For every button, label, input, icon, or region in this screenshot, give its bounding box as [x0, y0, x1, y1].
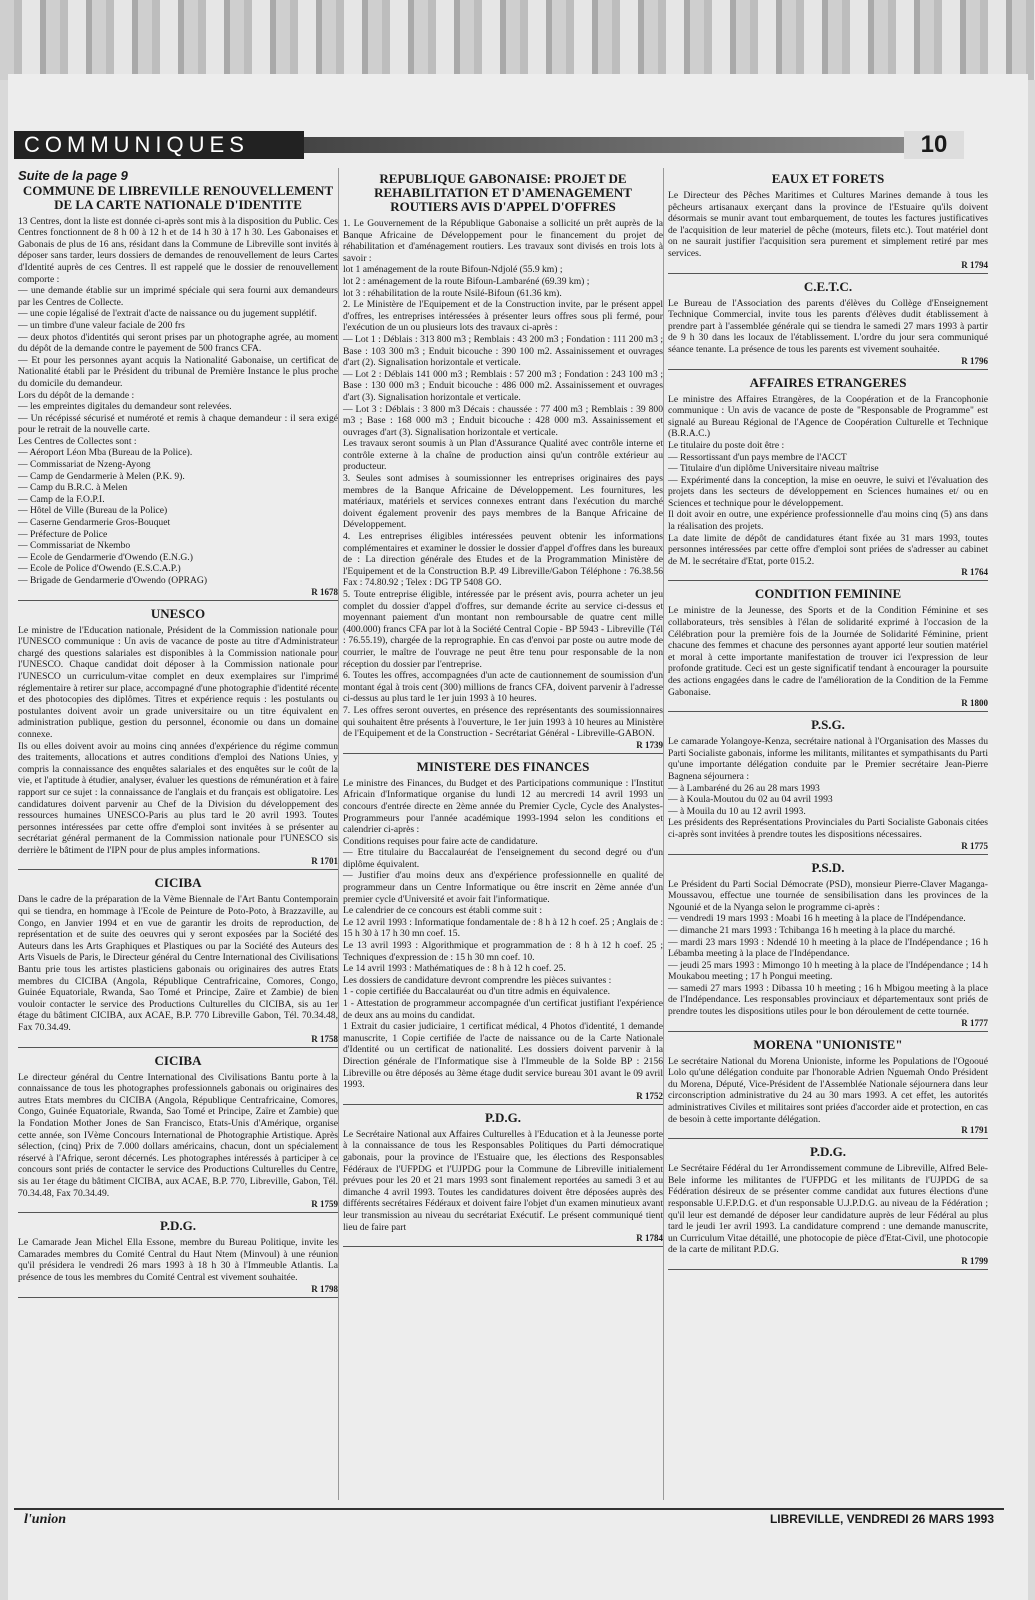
article-title: P.S.G. — [811, 717, 845, 733]
article-body: Le Directeur des Pêches Maritimes et Cultures Marines demande à tous les pêcheurs artisanaux exerçant dans la province de l'Estuaire qu'ils doivent désormais se munir avant tout embarquement, de toutes les factures justificatives de l'acquisition de leur materiel de pêche (moteurs, filets etc.). Tout matériel dont on ne saurait justifier l'acquisition sera purement et simplement retiré par mes services. — [668, 190, 988, 259]
page-footer — [14, 1508, 1004, 1530]
column-1 — [18, 170, 338, 1304]
article-reference: R 1796 — [961, 355, 988, 366]
article-reference: R 1800 — [961, 698, 988, 709]
article-title: AFFAIRES ETRANGERES — [749, 374, 907, 390]
article-body: 1. Le Gouvernement de la République Gabonaise a sollicité un prêt auprès de la Banque Africaine de Développement pour le financement du projet de réhabilitation et d'aménagement routiers. Les travaux sont divisés en trois lots à savoir : lot 1 aménagement de la route Bifoun-Ndjolé (55.9 km) ; lot 2 : aménagement de la route Bifoun-Lambaréné (69.39 km) ; lot 3 : réhabilitation de la route Nsilé-Bifoun (61.36 km). 2. Le Ministère de l'Equipement et de la Construction invite, par le présent appel d'offres, les entreprises intéressées à présenter leurs offres sous pli fermé, pour l'exécution de un ou plusieurs lots des travaux ci-après : — Lot 1 : Déblais : 313 800 m3 ; Remblais : 43 200 m3 ; Fondation : 111 200 m3 ; Base : 103 300 m3 ; Enduit bicouche : 390 100 m2. Assainissement et ouvrages d'art (2). Signalisation horizontale et verticale. — Lot 2 : Déblais 141 000 m3 ; Remblais : 57 200 m3 ; Fondation : 243 100 m3 ; Base : 130 000 m3 ; Enduit bicouche : 486 000 m2. Assainissement et ouvrages d'art (3). Signalisation horizontale et verticale. — Lot 3 : Déblais : 3 800 m3 Décais : chaussée : 77 400 m3 ; Remblais : 39 800 m3 ; Base : 168 000 m3 ; Enduit bicouche : 428 000 m3. Assainissement et ouvrages d'art (3). Signalisation horizontale et verticale. Les travaux seront soumis à un Plan d'Assurance Qualité avec contrôle interne et contrôle externe à la chaîne de production ainsi qu'un contrôle extérieur au producteur. 3. Seules sont admises à soumissionner les entreprises originaires des pays membres de la Banque Africaine de Développement. Les fournitures, les matériaux, matériels et services connexes entrant dans l'exécution du marché doivent également provenir des pays membres de la Banque Africaine de Développement. 4. Les entreprises éligibles intéressées peuvent obtenir les informations complémentaires et examiner le dossier le dossier d'appel d'offres dans les bureaux de : La direction générale des Etudes et de la Programmation Ministère de l'Equipement et de la Construction B.P. 49 Libreville/Gabon Téléphone : 76.38.56 Fax : 74.80.92 ; Telex : DG TP 5408 GO. 5. Toute entreprise éligible, intéressée par le présent avis, pourra acheter un jeu complet du dossier d'appel d'offres, sur demande écrite au service ci-dessus et moyennant paiement d'un montant non remboursable de quatre cent mille (400.000) francs CFA par lot à la Société Central Copie - BP 5943 - Libreville (Tél : 76.55.19), chargée de la reprographie. En cas d'envoi par poste ou autre mode de courrier, le maître de l'ouvrage ne peut être tenu pour responsable de la non réception du dossier par l'entreprise. 6. Toutes les offres, accompagnées d'un acte de cautionnement de soumission d'un montant égal à trois cent (300) millions de francs CFA, doivent parvenir à l'adresse ci-dessus au plus tard le 1er juin 1993 à 10 heures. 7. Les offres seront ouvertes, en présence des représentants des soumissionnaires qui souhaitent être présents à l'ouverture, le 1er juin 1993 à 10 heures au Ministère de l'Equipement et de la Construction - Secrétariat Général - Libreville-GABON. — [343, 218, 663, 740]
article-reference: R 1701 — [311, 856, 338, 867]
section-title: COMMUNIQUES — [14, 131, 304, 159]
communique-article — [18, 876, 338, 1047]
column-2 — [343, 170, 663, 1253]
article-title: MORENA "UNIONISTE" — [753, 1036, 903, 1052]
communique-article — [343, 1111, 663, 1247]
column-3 — [668, 170, 988, 1276]
article-body: Le Camarade Jean Michel Ella Essone, membre du Bureau Politique, invite les Camarades membres du Comité Central du Haut Ntem (Minvoul) à une réunion qu'il présidera le vendredi 26 mars 1993 à 18 h 30 à l'Immeuble Atlantis. La présence de tous les membres du Comité Central est vivement souhaitée. — [18, 1237, 338, 1283]
article-title: P.D.G. — [160, 1218, 196, 1234]
communique-article — [668, 376, 988, 582]
article-body: Le directeur général du Centre International des Civilisations Bantu porte à la connaissance de tous les photographes professionnels gabonais ou originaires des autres Etats membres du CICIBA (Angola, République Centrafricaine, Comores, Congo, Guinée Equatoriale, Rwanda, Sao Tomé et Principe, Zaïre et Zambie) que la Fondation Mother Jones de San Francisco, Etats-Unis d'Amérique, organise cette année, son IVème Concours International de Photographie Artistique. Après sélection, (cinq) Prix de 7.000 dollars américains, chacun, dont un spécialement réservé à l'Afrique, seront décernés. Les photographes intéressés à participer à ce concours sont priés de contacter le service des Productions Culturelles du Centre, sis au 1er étage du bâtiment CICIBA, aux ACAE, B.P. 770, Libreville, Gabon, Tél. 70.34.48, Fax 70.34.49. — [18, 1071, 338, 1199]
article-reference: R 1799 — [961, 1255, 988, 1266]
article-title: REPUBLIQUE GABONAISE: PROJET DE REHABILITATION ET D'AMENAGEMENT ROUTIERS AVIS D'APPEL D'OFFRES — [374, 171, 632, 214]
article-body: Le ministre des Finances, du Budget et des Participations communique : l'Institut Africain d'Informatique organise du lundi 12 au mercredi 14 avril 1993 un concours d'entrée directe en 2ème année du Premier Cycle, Cycle des Analystes-Programmeurs pour l'année académique 1993-1994 selon les conditions et calendrier ci-après : Conditions requises pour faire acte de candidature. — Etre titulaire du Baccalauréat de l'enseignement du second degré ou d'un diplôme équivalent. — Justifier d'au moins deux ans d'expérience professionnelle en qualité de programmeur dans un Centre Informatique ou être inscrit en 2ème année d'un premier cycle d'Université et avoir fait l'informatique. Le calendrier de ce concours est établi comme suit : Le 12 avril 1993 : Informatique fondamentale de : 8 h à 12 h coef. 25 ; Anglais de : 15 h 30 à 17 h 30 mn coef. 15. Le 13 avril 1993 : Algorithmique et programmation de : 8 h à 12 h coef. 25 ; Techniques d'expression de : 15 h 30 mn coef. 10. Le 14 avril 1993 : Mathématiques de : 8 h à 12 h coef. 25. Les dossiers de candidature devront comprendre les pièces suivantes : 1 - copie certifiée du Baccalauréat ou d'un titre admis en équivalence. 1 - Attestation de programmeur accompagnée d'un certificat justifiant l'expérience de deux ans au moins du candidat. 1 Extrait du casier judiciaire, 1 certificat médical, 4 Photos d'identité, 1 demande manuscrite, 1 Copie certifiée de l'acte de naissance ou de la Carte Nationale d'Identité ou un certificat de nationalité. Les dossiers doivent parvenir à la Direction générale de l'Informatique sise à l'Immeuble de la Solde BP : 2156 Libreville ou être déposés au 3ème étage dudit service bureau 301 avant le 09 avril 1993. — [343, 777, 663, 1091]
communique-article — [668, 1038, 988, 1140]
article-body: Le Président du Parti Social Démocrate (PSD), monsieur Pierre-Claver Maganga-Moussavou, effectue une tournée de sensibilisation dans les provinces de la Ngounié et de la Nyanga selon le programme ci-après : — vendredi 19 mars 1993 : Moabi 16 h meeting à la place de l'Indépendance. — dimanche 21 mars 1993 : Tchibanga 16 h meeting à la place du marché. — mardi 23 mars 1993 : Ndendé 10 h meeting à la place de l'Indépendance ; 16 h Lébamba meeting à la place de l'Indépendance. — jeudi 25 mars 1993 : Mimongo 10 h meeting à la place de l'Indépendance ; 14 h Moukabou meeting ; 17 h Pongui meeting. — samedi 27 mars 1993 : Dibassa 10 h meeting ; 16 h Mbigou meeting à la place de l'Indépendance. Les responsables provinciaux et départementaux sont priés de prendre toutes les dispositions utiles pour le bon déroulement de cette tournée. — [668, 878, 988, 1018]
article-body: Le ministre de la Jeunesse, des Sports et de la Condition Féminine et ses collaborateurs, très sensibles à l'élan de solidarité exprimé à l'occasion de la Célébration pour la première fois de la Journée de Solidarité Féminine, prient chacune des femmes et chacune des personnes ayant apporté leur soutien matériel et moral à cette importante manifestation de trouver ici l'expression de leur profonde gratitude. Ceci est un geste significatif tendant à encourager la poursuite des actions engagées dans le cadre de l'amélioration de la Condition de la Femme Gabonaise. — [668, 605, 988, 698]
article-body: Le secrétaire National du Morena Unioniste, informe les Populations de l'Ogooué Lolo qu'une délégation conduite par l'honorable Adrien Nguemah Ondo Président du Morena, Député, Vice-Président de l'Assemblée Nationale séjournera dans leur circonscription administrative du 24 au 30 mars 1993. A cet effet, les autorités administratives Civiles et militaires sont priées d'accorder aide et protection, en cas de besoin à cette importante délégation. — [668, 1055, 988, 1125]
continuation-note: Suite de la page 9 — [18, 168, 128, 183]
article-body: Le ministre de l'Education nationale, Président de la Commission nationale pour l'UNESCO communique : Un avis de vacance de poste au titre d'Administrateur chargé des questions salariales est disponibles à la Commission nationale pour l'UNESCO. Chaque candidat doit déposer à la Commission nationale pour l'UNESCO un curriculum-vitae complet en deux exemplaires sur l'imprimé réglementaire à retirer sur place, accompagné d'une photographie d'identité récente et des photocopies des diplômes. Titres et expérience requis : les postulants ou postulantes doivent avoir un grade universitaire ou un titre équivalent en administration publique, gestion du personnel, économie ou dans un domaine connexe. Ils ou elles doivent avoir au moins cinq années d'expérience du régime commun des traitements, allocations et autres conditions d'emploi des Nations Unies, y compris la connaissance des enquêtes salariales et des enquêtes sur le coût de la vie, et l'aptitude à étudier, analyser, évaluer les questions de rémunération et à faire rapport sur ce sujet : la connaissance de l'anglais et du français est obligatoire. Les candidatures doivent parvenir au Chef de la Division du développement des ressources humaines UNESCO-Paris au plus tard le 20 avril 1993. Toutes personnes intéressées par cette offre d'emploi sont invitées à se présenter au secrétariat général permanent de la Commission nationale pour l'UNESCO sis derrière le bâtiment de l'IPN pour de plus amples informations. — [18, 624, 338, 856]
communique-article — [343, 760, 663, 1105]
communique-article — [18, 184, 338, 601]
article-reference: R 1739 — [636, 739, 663, 750]
article-reference: R 1798 — [311, 1283, 338, 1294]
article-body: Le Secrétaire National aux Affaires Culturelles à l'Education et à la Jeunesse porte à la connaissance de tous les Responsables Politiques du Parti démocratique gabonais, pour la province de l'Estuaire que, les élections des Responsables Fédéraux de l'UFPDG et l'UJPDG pour la Commune de Libreville initialement prévues pour les 20 et 21 mars 1993 sont finalement reportées au samedi 3 et au dimanche 4 avril 1993. Toutes les candidatures doivent être déposées auprès des différents secrétaires Fédéraux et doivent faire l'objet d'un examen minutieux avant leur transmission au niveau du secrétariat Exécutif. Le présent communiqué tient lieu de faire part — [343, 1128, 663, 1233]
column-divider — [663, 168, 664, 1500]
article-body: Dans le cadre de la préparation de la Vème Biennale de l'Art Bantu Contemporain qui se tiendra, en hommage à l'Ecole de Peinture de Poto-Poto, à Brazzaville, au Congo, en Janvier 1994 et en vue de garantir les droits de reproduction, de représentation et de suite des oeuvres qui y seront exposées par la Société des Auteurs dans les Arts Graphiques et Plastiques ou par la Société des Auteurs des Arts Visuels de Paris, le Directeur général du Centre International des Civilisations Bantu prie tous les artistes plasticiens gabonais ou originaires des autres Etats membres du CICIBA (Angola, République Centrafricaine, Comores, Congo, Guinée Equatoriale, Rwanda, Sao Tomé et Principe, Zaïre et Zambie) de bien vouloir contacter le service des Productions Culturelles du CICIBA, sis au 1er étage du bâtiment CICIBA, aux ACAE, B.P. 770 Libreville Gabon, Tél. 70.34.48, Fax 70.34.49. — [18, 894, 338, 1033]
article-reference: R 1752 — [636, 1090, 663, 1101]
article-body: Le Secrétaire Fédéral du 1er Arrondissement commune de Libreville, Alfred Bele-Bele informe les militantes de l'UFPDG et les militants de l'UJPDG de sa Fédération désireux de se présenter comme candidat aux futures élections d'une responsable U.F.P.D.G. et d'un responsable U.J.P.D.G. au niveau de la Fédération ; qu'il leur est demandé de déposer leur candidature auprès de leur Fédéral au plus tard le jeudi 1er avril 1993. La candidature comprend : une demande manuscrite, un Curriculum Vitae détaillé, une photocopie de pièce d'Etat-Civil, une photocopie de la carte de militant P.D.G. — [668, 1163, 988, 1256]
article-body: Le ministre des Affaires Etrangères, de la Coopération et de la Francophonie communique : Un avis de vacance de poste de "Responsable de Programme" est signalé au Bureau Régional de l'Agence de Coopération Culturelle et Technique (B.R.A.C.) Le titulaire du poste doit être : — Ressortissant d'un pays membre de l'ACCT — Titulaire d'un diplôme Universitaire niveau maîtrise — Expérimenté dans la conception, la mise en oeuvre, le suivi et l'évaluation des projets dans les secteurs de développement en Sciences humaines et/ ou en Sciences et technique pour le développement. Il doit avoir en outre, une expérience professionnelle d'au moins cinq (5) ans dans la réalisation des projets. La date limite de dépôt de candidatures étant fixée au 31 mars 1993, toutes personnes intéressées par cette offre d'emploi sont priées de s'adresser au cabinet de M. le secrétaire d'Etat, porte 015.2. — [668, 393, 988, 567]
section-header — [14, 131, 1004, 159]
page-number: 10 — [904, 131, 964, 159]
article-title: P.S.D. — [811, 859, 845, 875]
article-body: Le camarade Yolangoye-Kenza, secrétaire national à l'Organisation des Masses du Parti Socialiste gabonais, informe les militants, militantes et sympathisants du Parti qu'une importante délégation conduite par le Premier secrétaire Jean-Pierre Bagnena séjournera : — à Lambaréné du 26 au 28 mars 1993 — à Koula-Moutou du 02 au 04 avril 1993 — à Mouila du 10 au 12 avril 1993. Les présidents des Représentations Provinciales du Parti Socialiste Gabonais citées ci-après sont invitées à prendre toutes les dispositions nécessaires. — [668, 736, 988, 840]
article-title: CICIBA — [154, 875, 202, 891]
header-rule — [304, 137, 904, 153]
top-shadow-band — [0, 0, 1035, 80]
article-title: UNESCO — [150, 605, 206, 621]
article-reference: R 1775 — [961, 840, 988, 851]
article-title: P.D.G. — [810, 1144, 846, 1160]
article-title: C.E.T.C. — [803, 278, 853, 294]
article-title: CICIBA — [154, 1052, 202, 1068]
article-title: CONDITION FEMININE — [754, 586, 902, 602]
article-reference: R 1764 — [961, 567, 988, 578]
communique-article — [18, 1219, 338, 1297]
column-divider — [338, 168, 339, 1500]
article-title: MINISTERE DES FINANCES — [416, 758, 590, 774]
newspaper-brand: l'union — [24, 1512, 67, 1527]
communique-article — [18, 1054, 338, 1214]
communique-article — [18, 607, 338, 871]
article-body: 13 Centres, dont la liste est donnée ci-après sont mis à la disposition du Public. Ces Centres fonctionnent de 8 h 00 à 12 h et de 14 h 30 à 17 h 30. Les Gabonaises et Gabonais de plus de 16 ans, résidant dans la Commune de Libreville sont invités à déposer sans tarder, leurs dossiers de demandes de renouvellement de leurs Cartes d'Identité auprès de ces Centres. Il est rappelé que le dossier de renouvellement comporte : — une demande établie sur un imprimé spéciale qui sera fourni aux demandeurs par les Centres de Collecte. — une copie légalisé de l'extrait d'acte de naissance ou du jugement supplétif. — un timbre d'une valeur faciale de 200 frs — deux photos d'identités qui seront prises par un photographe agrée, au moment du dépôt de la demande contre le payement de 500 francs CFA. — Et pour les personnes ayant acquis la Nationalité Gabonaise, un certificat de Nationalité établi par le Président du tribunal de Première Instance le plus proche du domicile du demandeur. Lors du dépôt de la demande : — les empreintes digitales du demandeur sont relevées. — Un récépissé sécurisé et numéroté et remis à chaque demandeur : il sera exigé pour le retrait de la nouvelle carte. Les Centres de Collectes sont : — Aéroport Léon Mba (Bureau de la Police). — Commissariat de Nzeng-Ayong — Camp de Gendarmerie à Melen (P.K. 9). — Camp du B.R.C. à Melen — Camp de la F.O.P.I. — Hôtel de Ville (Bureau de la Police) — Caserne Gendarmerie Gros-Bouquet — Préfecture de Police — Commissariat de Nkembo — Ecole de Gendarmerie d'Owendo (E.N.G.) — Ecole de Police d'Owendo (E.S.C.A.P.) — Brigade de Gendarmerie d'Owendo (OPRAG) — [18, 215, 339, 586]
article-title: COMMUNE DE LIBREVILLE RENOUVELLEMENT DE LA CARTE NATIONALE D'IDENTITE — [22, 182, 334, 212]
article-reference: R 1678 — [311, 586, 338, 597]
article-reference: R 1759 — [311, 1199, 338, 1210]
communique-article — [668, 861, 988, 1032]
article-title: P.D.G. — [485, 1109, 521, 1125]
article-reference: R 1758 — [311, 1033, 338, 1044]
article-body: Le Bureau de l'Association des parents d'élèves du Collège d'Enseignement Technique Commercial, invite tous les parents d'élèves dudit établissement à prendre part à l'assemblée générale qui se tiendra le samedi 27 mars 1993 à partir de 9 h 30 dans les locaux de l'établissement. L'ordre du jour sera communiqué séance tenante. La présence de tous les parents est vivement souhaitée. — [668, 297, 988, 355]
communique-article — [668, 172, 988, 274]
article-reference: R 1794 — [961, 259, 988, 270]
communique-article — [668, 587, 988, 712]
dateline: LIBREVILLE, VENDREDI 26 MARS 1993 — [769, 1512, 994, 1526]
article-reference: R 1784 — [636, 1233, 663, 1244]
article-reference: R 1791 — [961, 1125, 988, 1136]
communique-article — [668, 1145, 988, 1270]
article-title: EAUX ET FORETS — [771, 171, 885, 186]
article-reference: R 1777 — [961, 1017, 988, 1028]
communique-article — [668, 718, 988, 854]
communique-article — [343, 172, 663, 754]
communique-article — [668, 280, 988, 370]
